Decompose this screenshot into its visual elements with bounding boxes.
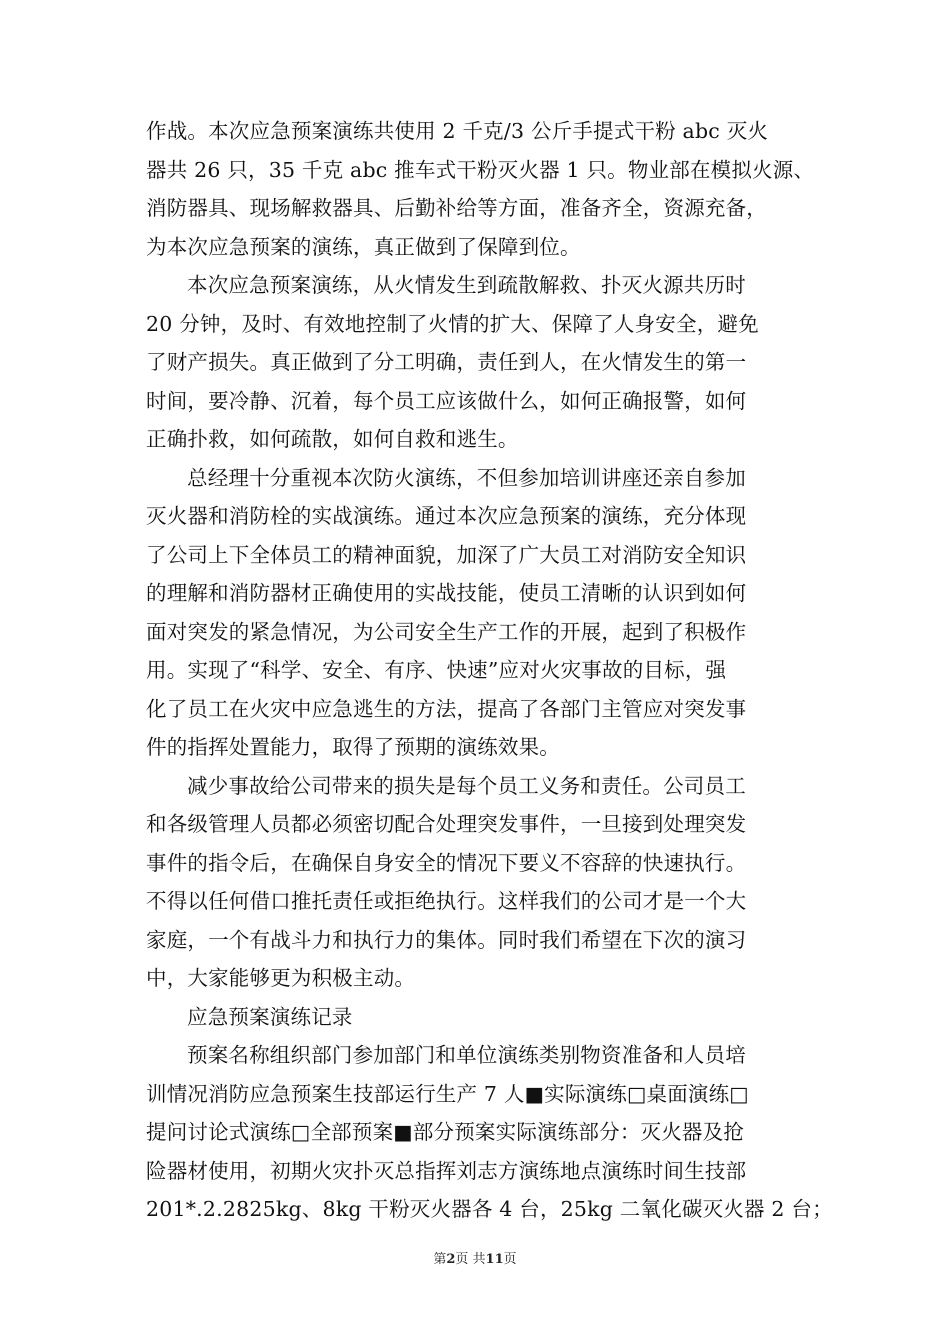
text-line: 的理解和消防器材正确使用的实战技能，使员工清晰的认识到如何: [146, 581, 747, 605]
paragraph-first-line: 本次应急预案演练，从火情发生到疏散解救、扑灭火源共历时: [187, 273, 746, 297]
text-line: 家庭，一个有战斗力和执行力的集体。同时我们希望在下次的演习: [146, 927, 747, 952]
paragraph-first-line: 总经理十分重视本次防火演练，不但参加培训讲座还亲自参加: [187, 465, 746, 490]
text-line: 正确扑救，如何疏散，如何自救和逃生。: [146, 427, 519, 451]
text-line: 为本次应急预案的演练，真正做到了保障到位。: [146, 234, 581, 259]
text-line: 险器材使用，初期火灾扑灭总指挥刘志方演练地点演练时间生技部: [146, 1158, 747, 1183]
text-line: 了财产损失。真正做到了分工明确，责任到人，在火情发生的第一: [146, 350, 747, 374]
text-line: 事件的指令后，在确保自身安全的情况下要义不容辞的快速执行。: [146, 850, 747, 875]
text-line: 用。实现了“科学、安全、有序、快速”应对火灾事故的目标，强: [146, 658, 727, 682]
text-line: 了公司上下全体员工的精神面貌，加深了广大员工对消防安全知识: [146, 542, 747, 567]
text-line: 化了员工在火灾中应急逃生的方法，提高了各部门主管应对突发事: [146, 696, 747, 721]
text-line: 时间，要冷静、沉着，每个员工应该做什么，如何正确报警，如何: [146, 388, 747, 413]
text-line: 不得以任何借口推托责任或拒绝执行。这样我们的公司才是一个大: [146, 889, 747, 913]
text-line: 消防器具、现场解救器具、后勤补给等方面，准备齐全，资源充备，: [146, 196, 767, 220]
text-line: 面对突发的紧急情况，为公司安全生产工作的开展，起到了积极作: [146, 619, 747, 644]
text-line: 作战。本次应急预案演练共使用 2 千克/3 公斤手提式干粉 abc 灭火: [146, 119, 769, 143]
text-line: 提问讨论式演练□全部预案■部分预案实际演练部分：灭火器及抢: [146, 1120, 745, 1144]
text-line: 和各级管理人员都必须密切配合处理突发事件，一旦接到处理突发: [146, 812, 747, 836]
text-line: 中，大家能够更为积极主动。: [146, 966, 416, 990]
current-page-number: 2: [446, 1252, 456, 1267]
paragraph-first-line: 预案名称组织部门参加部门和单位演练类别物资准备和人员培: [187, 1043, 746, 1067]
total-pages-number: 11: [485, 1252, 504, 1267]
text-line: 灭火器和消防栓的实战演练。通过本次应急预案的演练，充分体现: [146, 504, 747, 528]
text-line: 201*.2.2825kg、8kg 干粉灭火器各 4 台，25kg 二氧化碳灭火器 2 台；: [146, 1197, 833, 1221]
text-line: 训情况消防应急预案生技部运行生产 7 人■实际演练□桌面演练□: [146, 1081, 749, 1106]
paragraph-first-line: 减少事故给公司带来的损失是每个员工义务和责任。公司员工: [187, 773, 746, 798]
text-line: 器共 26 只，35 千克 abc 推车式干粉灭火器 1 只。物业部在模拟火源、: [146, 157, 815, 182]
footer-middle: 页 共: [455, 1252, 486, 1267]
footer-suffix: 页: [503, 1252, 517, 1267]
footer-prefix: 第: [433, 1252, 447, 1267]
section-heading: 应急预案演练记录: [187, 1004, 353, 1029]
text-line: 件的指挥处置能力，取得了预期的演练效果。: [146, 735, 560, 759]
page-footer: [0, 1248, 950, 1267]
document-body: [146, 112, 833, 1229]
text-line: 20 分钟，及时、有效地控制了火情的扩大、保障了人身安全，避免: [146, 311, 759, 336]
